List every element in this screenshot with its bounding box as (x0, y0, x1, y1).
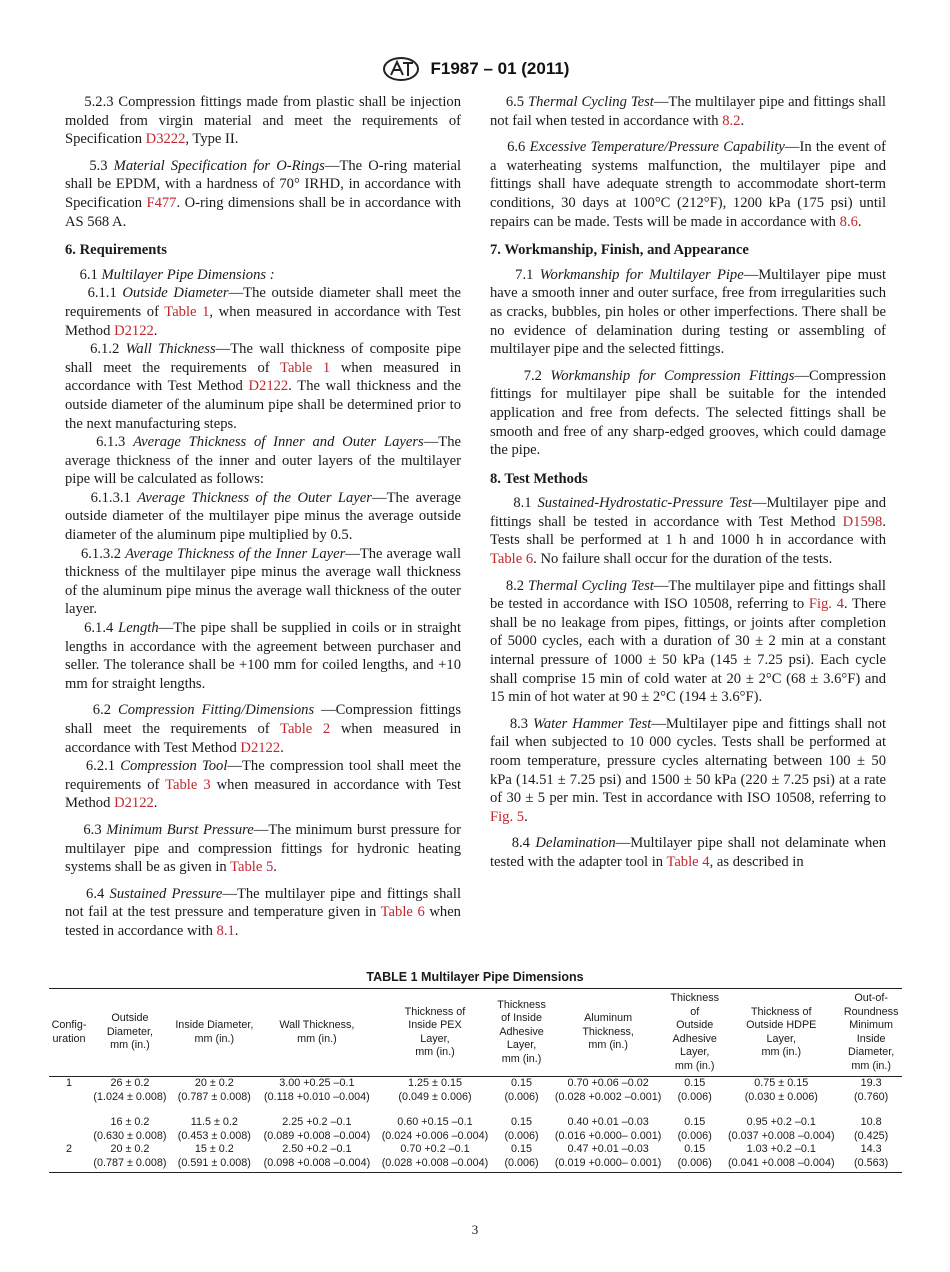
table-cell: 1 (66, 1077, 73, 1089)
table-cell: 1.03 +0.2 –0.1 (0.041 +0.008 –0.004) (722, 1143, 840, 1173)
link-d2122[interactable]: D2122 (240, 739, 281, 756)
para-8-4: 8.4 Delamination—Multilayer pipe shall not delaminate when tested with the adapter tool in Table 4, as described in (490, 835, 887, 870)
link-d2122[interactable]: D2122 (114, 795, 154, 812)
table-cell: 20 ± 0.2 (0.787 ± 0.008) (177, 1077, 251, 1103)
table-header-cell: Out-of- Roundness Minimum Inside Diameter, mm (in.) (840, 989, 902, 1077)
table-cell: 3.00 +0.25 –0.1 (0.118 +0.010 –0.004) (264, 1077, 370, 1103)
table-cell: 2 (49, 1143, 89, 1173)
table-header-cell: Thickness of Outside HDPE Layer, mm (in.) (722, 989, 840, 1077)
para-6-1-1: 6.1.1 Outside Diameter—The outside diameter shall meet the requirements of Table 1, when measured in accordance with Test Method D2122. (65, 285, 462, 339)
table-header-cell: Thickness of Inside Adhesive Layer, mm (in.) (494, 989, 549, 1077)
link-table-5[interactable]: Table 5 (230, 859, 274, 876)
table-header-cell: Aluminum Thickness, mm (in.) (549, 989, 667, 1077)
para-6-2: 6.2 Compression Fitting/Dimensions —Compression fittings shall meet the requirements of Table 2 when measured in accordance with Test Method D2122. (65, 702, 462, 756)
table-1 (49, 988, 902, 1173)
table-cell: 0.15 (0.006) (667, 1143, 722, 1173)
left-column (65, 93, 461, 941)
link-table-1[interactable]: Table 1 (164, 303, 210, 320)
link-table-1[interactable]: Table 1 (280, 359, 331, 376)
table-cell: 2.25 +0.2 –0.1 (0.089 +0.008 –0.004) (263, 1116, 371, 1142)
para-8-1: 8.1 Sustained-Hydrostatic-Pressure Test—Multilayer pipe and fittings shall be tested in accordance with Test Method D1598. Tests shall be performed at 1 h and 1000 h in accordance with Table 6. No failure shall occur for the duration of the tests. (490, 495, 886, 568)
link-table-6[interactable]: Table 6 (490, 551, 534, 568)
table-cell: 10.8 (0.425) (854, 1116, 889, 1142)
table-cell: 1.25 ± 0.15 (0.049 ± 0.006) (398, 1077, 472, 1103)
table-cell: 0.15 (0.006) (677, 1077, 712, 1103)
table-cell: 15 ± 0.2 (0.591 ± 0.008) (171, 1143, 258, 1173)
table-row (49, 1116, 902, 1143)
table-cell: 11.5 ± 0.2 (0.453 ± 0.008) (177, 1116, 251, 1142)
link-8-6[interactable]: 8.6 (839, 213, 858, 230)
table-cell: 16 ± 0.2 (0.630 ± 0.008) (93, 1116, 167, 1142)
para-5-2-3: 5.2.3 Compression fittings made from plastic shall be injection molded from virgin material and meet the requirements of Specification D3222, Type II. (65, 94, 462, 148)
section-7-heading: 7. Workmanship, Finish, and Appearance (490, 242, 749, 259)
table-cell: 26 ± 0.2 (1.024 ± 0.008) (93, 1077, 167, 1103)
para-6-6: 6.6 Excessive Temperature/Pressure Capability—In the event of a waterheating systems malfunction, the multilayer pipe and fittings shall have adequate strength to accommodate short-term conditions, 30 days at 100°C (212°F), 1200 kPa (175 psi) until repairs can be made. Tests will be made in accordance with 8.6. (490, 139, 887, 230)
table-cell: 2.50 +0.2 –0.1 (0.098 +0.008 –0.004) (258, 1143, 376, 1173)
table-cell: 0.15 (0.006) (677, 1116, 712, 1142)
para-6-1: 6.1 Multilayer Pipe Dimensions : (79, 266, 275, 283)
para-5-3: 5.3 Material Specification for O-Rings—The O-ring material shall be EPDM, with a hardness of 70° IRHD, in accordance with Specification F477. O-ring dimensions shall be in accordance with AS 568 A. (65, 157, 462, 230)
table-header-cell: Thickness of Inside PEX Layer, mm (in.) (376, 989, 494, 1077)
para-6-4: 6.4 Sustained Pressure—The multilayer pipe and fittings shall not fail at the test pressure and temperature given in Table 6 when tested in accordance with 8.1. (65, 885, 461, 939)
para-6-2-1: 6.2.1 Compression Tool—The compression tool shall meet the requirements of Table 3 when measured in accordance with Test Method D2122. (65, 758, 462, 812)
table-header-cell: Outside Diameter, mm (in.) (89, 989, 171, 1077)
para-6-5: 6.5 Thermal Cycling Test—The multilayer pipe and fittings shall not fail when tested in accordance with 8.2. (490, 94, 886, 129)
para-6-1-4: 6.1.4 Length—The pipe shall be supplied in coils or in straight lengths in accordance with the agreement between purchaser and seller. The tolerance shall be +100 mm for coiled lengths, and +10 mm for straight lengths. (65, 620, 462, 692)
table-cell: 0.15 (0.006) (504, 1077, 539, 1103)
table-cell: 14.3 (0.563) (840, 1143, 902, 1173)
table-row (49, 1077, 902, 1105)
table-cell: 0.60 +0.15 –0.1 (0.024 +0.006 –0.004) (381, 1116, 489, 1142)
table-cell: 0.75 ± 0.15 (0.030 ± 0.006) (744, 1077, 818, 1103)
link-table-4[interactable]: Table 4 (666, 853, 710, 870)
para-8-2: 8.2 Thermal Cycling Test—The multilayer pipe and fittings shall be tested in accordance with ISO 10508, referring to Fig. 4. There shall be no leakage from pipes, fittings, or joints after completion of 5000 cycles, each with a duration of 30 ± 2 min at a constant internal pressure of 1000 ± 50 kPa (145 ± 7.25 psi). Each cycle shall comprise 15 min of cold water at 20 ± 2°C (68 ± 3.6°F) and 15 min of hot water at 90 ± 2°C (194 ± 3.6°F). (490, 577, 887, 706)
link-8-2[interactable]: 8.2 (722, 112, 741, 129)
link-d3222[interactable]: D3222 (145, 131, 186, 148)
table-cell: 0.70 +0.06 –0.02 (0.028 +0.002 –0.001) (554, 1077, 662, 1103)
table-cell (49, 1116, 89, 1143)
astm-logo (381, 56, 421, 82)
page-header (0, 56, 950, 82)
table-cell: 0.40 +0.01 –0.03 (0.016 +0.000– 0.001) (554, 1116, 662, 1142)
page-number: 3 (471, 1222, 479, 1237)
link-f477[interactable]: F477 (146, 194, 177, 211)
link-d2122[interactable]: D2122 (114, 322, 154, 339)
link-fig-4[interactable]: Fig. 4 (808, 596, 844, 613)
table-header-row (49, 989, 902, 1077)
table-cell: 0.15 (0.006) (504, 1116, 539, 1142)
right-column (490, 93, 886, 872)
table-cell: 0.47 +0.01 –0.03 (0.019 +0.000– 0.001) (549, 1143, 667, 1173)
table-cell: 0.70 +0.2 –0.1 (0.028 +0.008 –0.004) (376, 1143, 494, 1173)
table-header-cell: Thickness of Outside Adhesive Layer, mm (in.) (667, 989, 722, 1077)
link-fig-5[interactable]: Fig. 5 (490, 808, 525, 825)
table-header-cell: Wall Thickness, mm (in.) (258, 989, 376, 1077)
para-6-1-3: 6.1.3 Average Thickness of Inner and Outer Layers—The average thickness of the inner and outer layers of the multilayer pipe will be calculated as follows: (65, 434, 461, 488)
para-6-1-2: 6.1.2 Wall Thickness—The wall thickness of composite pipe shall meet the requirements of Table 1 when measured in accordance with Test Method D2122. The wall thickness and the outside diameter of the aluminum pipe shall be determined prior to the next manufacturing steps. (65, 341, 462, 432)
section-6-heading: 6. Requirements (65, 242, 167, 259)
table-cell: 0.15 (0.006) (494, 1143, 549, 1173)
table-header-cell: Config- uration (49, 989, 89, 1077)
document-id: F1987 – 01 (2011) (430, 59, 570, 78)
para-7-1: 7.1 Workmanship for Multilayer Pipe—Multilayer pipe must have a smooth inner and outer surface, free from irregularities such as cracks, bubbles, pin holes or other imperfections. There shall be no evidence of delamination during testing or assembling of multilayer pipe and the selected fittings. (490, 266, 886, 358)
table-spacer-row (49, 1104, 902, 1116)
para-6-1-3-1: 6.1.3.1 Average Thickness of the Outer Layer—The average outside diameter of the multilayer pipe minus the average outside diameter of the aluminum pipe multiplied by 0.5. (65, 489, 462, 544)
link-d1598[interactable]: D1598 (842, 513, 883, 530)
table-row (49, 1143, 902, 1173)
link-table-6[interactable]: Table 6 (380, 904, 425, 921)
para-7-2: 7.2 Workmanship for Compression Fittings—Compression fittings for multilayer pipe shall be suitable for the intended application and free from defects. The selected fittings shall be smooth and free of any sharp-edged grooves, which could damage the pipe. (490, 367, 887, 459)
link-table-3[interactable]: Table 3 (165, 776, 211, 793)
para-6-3: 6.3 Minimum Burst Pressure—The minimum burst pressure for multilayer pipe and compression fittings for hydronic heating systems shall be as given in Table 5. (65, 821, 462, 876)
table-cell: 0.95 +0.2 –0.1 (0.037 +0.008 –0.004) (727, 1116, 835, 1142)
table-cell: 19.3 (0.760) (854, 1077, 889, 1103)
para-6-1-3-2: 6.1.3.2 Average Thickness of the Inner Layer—The average wall thickness of the multilayer pipe minus the average wall thickness of the aluminum pipe minus the average wall thickness of the outer layer. (65, 545, 462, 618)
table-1-title: TABLE 1 Multilayer Pipe Dimensions (366, 970, 584, 984)
link-d2122[interactable]: D2122 (248, 378, 289, 395)
table-cell: 20 ± 0.2 (0.787 ± 0.008) (89, 1143, 171, 1173)
link-8-1[interactable]: 8.1 (216, 922, 235, 939)
table-header-cell: Inside Diameter, mm (in.) (171, 989, 258, 1077)
section-8-heading: 8. Test Methods (490, 470, 588, 487)
link-table-2[interactable]: Table 2 (280, 721, 331, 737)
para-8-3: 8.3 Water Hammer Test—Multilayer pipe and fittings shall not fail when subjected to 10 000 cycles. Tests shall be performed at room temperature, pressure cycles alternating between 100 ± 50 kPa (14.51 ± 7.25 psi) and 1500 ± 50 kPa (220 ± 7.25 psi) at a rate of 30 ± 5 per min. Test in accordance with ISO 10508, referring to Fig. 5. (490, 715, 887, 825)
